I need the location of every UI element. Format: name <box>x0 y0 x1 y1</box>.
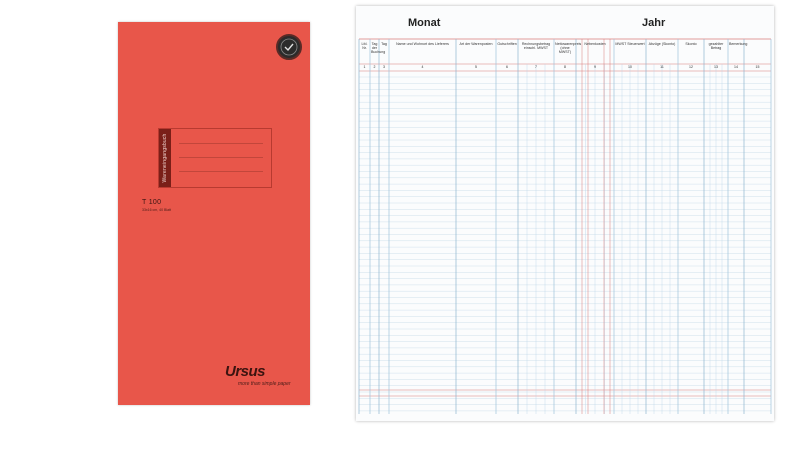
month-label: Monat <box>408 17 441 29</box>
year-label: Jahr <box>642 17 666 29</box>
column-header: MWST Steuerwert <box>615 42 645 46</box>
column-number: 7 <box>535 65 537 69</box>
product-code: T 100 <box>142 199 162 206</box>
column-header: Lfd. Nr. <box>361 42 368 50</box>
column-number: 3 <box>383 65 385 69</box>
label-line <box>179 157 263 158</box>
column-header: Nettowarenpreis (ohne MWST) <box>555 42 582 54</box>
column-number: 11 <box>660 65 664 69</box>
ledger-sheet <box>356 6 774 421</box>
column-header: Nebenkosten <box>584 42 606 46</box>
spine-label: Wareneingangsbuch <box>162 133 168 183</box>
column-header: Tag <box>381 42 387 46</box>
column-header: Rechnungsbetrag einschl. MWST <box>521 42 551 50</box>
column-number: 12 <box>689 65 693 69</box>
column-number: 1 <box>363 65 366 69</box>
column-number: 2 <box>373 65 376 69</box>
column-header: Tag der Buchung <box>371 42 386 54</box>
cover-label-box <box>158 128 272 188</box>
brand-tagline: more than simple paper <box>238 381 291 387</box>
cover-spine-strip <box>159 129 171 187</box>
product-size: 33x16 cm, 40 Blatt <box>142 208 171 212</box>
column-header: Abzüge (Skonto) <box>648 42 676 46</box>
column-number: 10 <box>628 65 632 69</box>
column-number: 8 <box>564 65 566 69</box>
checkmark-seal-icon <box>276 34 302 60</box>
label-line <box>179 143 263 144</box>
ledger-cover <box>118 22 310 405</box>
column-number: 14 <box>734 65 738 69</box>
column-header: Name und Wohnort des Lieferers <box>396 42 449 46</box>
column-header: Skonto <box>685 42 697 46</box>
column-header: gezahlter Betrag <box>708 42 724 50</box>
column-header: Art der Warenposten <box>459 42 493 46</box>
brand-logo: Ursus <box>225 363 266 380</box>
column-number: 5 <box>475 65 477 69</box>
column-number: 15 <box>755 65 760 69</box>
column-number: 13 <box>714 65 718 69</box>
column-header: Gutschriften <box>497 42 517 46</box>
column-number: 6 <box>506 65 508 69</box>
label-line <box>179 171 263 172</box>
column-number: 9 <box>594 65 596 69</box>
column-header: Bemerkung <box>729 42 748 46</box>
column-number: 4 <box>421 65 424 69</box>
column-header <box>745 42 770 64</box>
